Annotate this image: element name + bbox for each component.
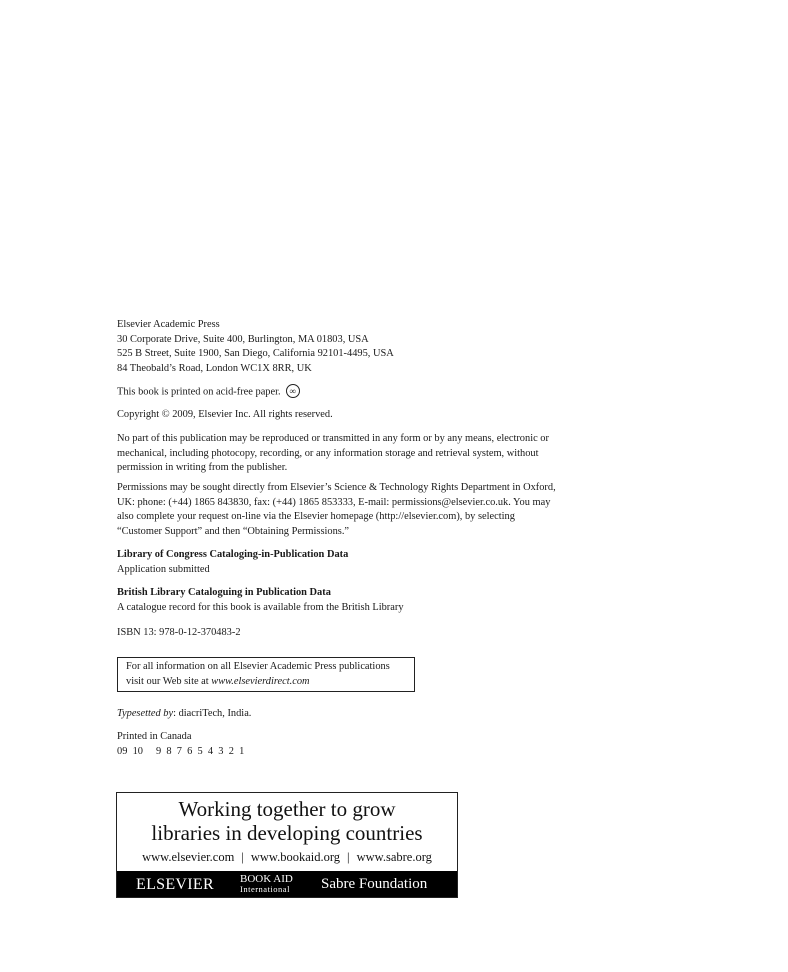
typeset-line bbox=[117, 707, 251, 722]
publisher-address-block bbox=[117, 318, 394, 376]
website-link[interactable]: www.elsevierdirect.com bbox=[211, 675, 310, 687]
banner-slogan bbox=[117, 797, 457, 845]
rights-paragraph bbox=[117, 432, 549, 476]
loc-text: Application submitted bbox=[117, 563, 210, 575]
info-box-line: For all information on all Elsevier Academic Press publications bbox=[126, 661, 390, 672]
typeset-label: Typesetted by bbox=[117, 708, 174, 719]
acid-free-text: This book is printed on acid-free paper. bbox=[117, 386, 281, 398]
printing-numbers: 09 10 9 8 7 6 5 4 3 2 1 bbox=[117, 745, 245, 757]
link-separator: | bbox=[241, 850, 244, 864]
permissions-line: UK: phone: (+44) 1865 843830, fax: (+44) 1865 853333, E-mail: permissions@elsevier.co.uk. You may bbox=[117, 496, 551, 508]
typeset-value: : diacriTech, India. bbox=[173, 708, 252, 719]
bookaid-logo bbox=[240, 874, 293, 894]
address-line: 84 Theobald’s Road, London WC1X 8RR, UK bbox=[117, 362, 312, 374]
permissions-paragraph bbox=[117, 481, 556, 539]
elsevier-link[interactable]: www.elsevier.com bbox=[142, 850, 235, 864]
sabre-link[interactable]: www.sabre.org bbox=[356, 850, 432, 864]
rights-line: No part of this publication may be reproduced or transmitted in any form or by any means, electronic or bbox=[117, 433, 549, 444]
link-separator: | bbox=[347, 850, 350, 864]
bl-text: A catalogue record for this book is available from the British Library bbox=[117, 601, 404, 613]
rights-line: permission in writing from the publisher. bbox=[117, 462, 288, 474]
bookaid-link[interactable]: www.bookaid.org bbox=[250, 850, 341, 864]
publisher-name: Elsevier Academic Press bbox=[117, 319, 220, 330]
website-info-box bbox=[117, 657, 415, 692]
banner-logo-bar bbox=[117, 871, 457, 897]
info-box-line bbox=[126, 675, 414, 690]
info-box-prefix: visit our Web site at bbox=[126, 675, 212, 687]
loc-heading: Library of Congress Cataloging-in-Publication Data bbox=[117, 549, 349, 560]
permissions-line: also complete your request on-line via the Elsevier homepage (http://elsevier.com), by selecting bbox=[117, 511, 515, 523]
address-line: 30 Corporate Drive, Suite 400, Burlington, MA 01803, USA bbox=[117, 333, 369, 345]
rights-line: mechanical, including photocopy, recording, or any information storage and retrieval system, without bbox=[117, 447, 539, 459]
sabre-logo: Sabre Foundation bbox=[321, 876, 428, 892]
slogan-line: Working together to grow bbox=[178, 797, 396, 821]
printing-info bbox=[117, 730, 244, 759]
loc-cataloging bbox=[117, 548, 348, 577]
banner-links bbox=[117, 850, 457, 865]
isbn-line bbox=[117, 626, 241, 641]
permissions-line: Permissions may be sought directly from Elsevier’s Science & Technology Rights Department in Oxford, bbox=[117, 482, 556, 493]
book-aid-banner bbox=[116, 792, 458, 898]
bl-cataloguing bbox=[117, 586, 404, 615]
slogan-line: libraries in developing countries bbox=[151, 821, 423, 845]
bookaid-logo-bottom: International bbox=[240, 884, 290, 894]
acid-free-paper-icon: ∞ bbox=[286, 384, 300, 398]
printed-place: Printed in Canada bbox=[117, 731, 192, 742]
elsevier-logo: ELSEVIER bbox=[136, 876, 214, 893]
permissions-line: “Customer Support” and then “Obtaining Permissions.” bbox=[117, 525, 350, 537]
bl-heading: British Library Cataloguing in Publication Data bbox=[117, 587, 331, 598]
copyright-line bbox=[117, 408, 333, 423]
acid-free-note bbox=[117, 385, 300, 400]
copyright-text: Copyright © 2009, Elsevier Inc. All rights reserved. bbox=[117, 409, 333, 420]
address-line: 525 B Street, Suite 1900, San Diego, California 92101-4495, USA bbox=[117, 348, 394, 360]
isbn: ISBN 13: 978-0-12-370483-2 bbox=[117, 627, 241, 638]
bookaid-logo-top: BOOK AID bbox=[240, 873, 293, 885]
